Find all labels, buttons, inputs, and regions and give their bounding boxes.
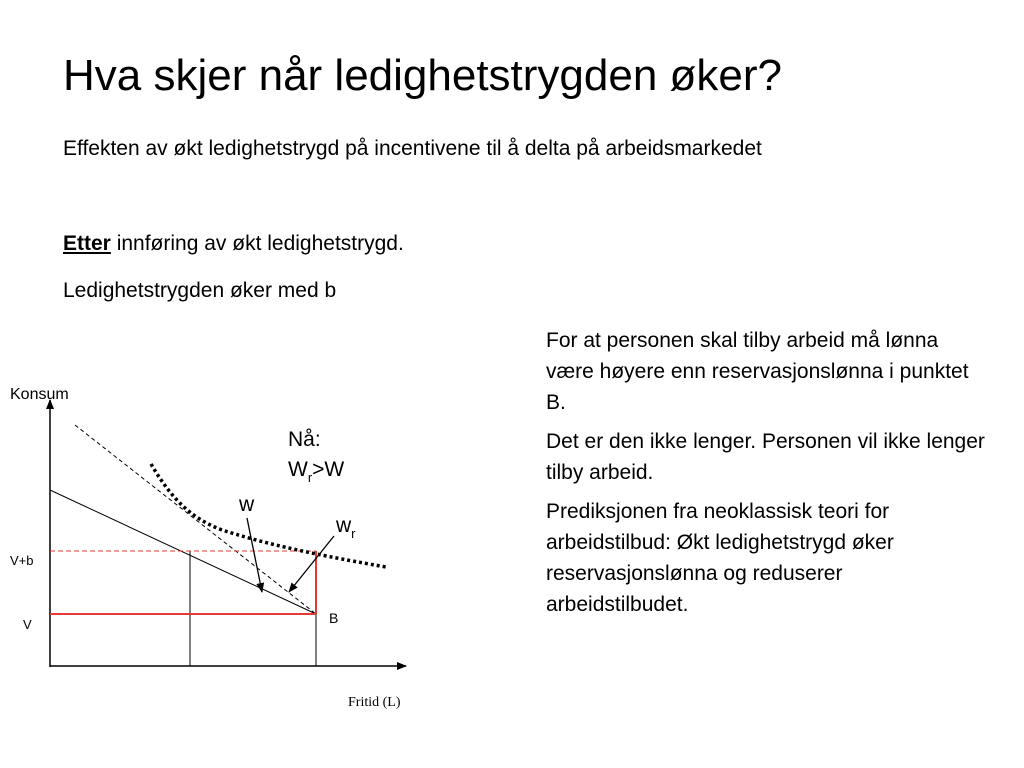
arrow-wr: [289, 536, 334, 592]
slide-subtitle: Effekten av økt ledighetstrygd på incentivene til å delta på arbeidsmarkedet: [63, 137, 762, 160]
point-b-label: B: [329, 610, 339, 626]
slide-title: Hva skjer når ledighetstrygden øker?: [63, 51, 782, 100]
after-intro-text: innføring av økt ledighetstrygd.: [110, 232, 404, 255]
benefit-line: Ledighetstrygden øker med b: [63, 279, 337, 302]
explanation-paragraph-2: Det er den ikke lenger. Personen vil ikke lenger tilby arbeid.: [546, 430, 985, 484]
label-wr: $w_r$: [336, 514, 356, 541]
tick-v: V: [23, 617, 32, 632]
annotation-wr-gt-w: $W_r>W$: [288, 458, 345, 485]
label-w: w: [239, 493, 255, 516]
arrow-w: [247, 518, 262, 592]
budget-line: [50, 490, 316, 614]
explanation-paragraph-3: Prediksjonen fra neoklassisk teori for arbeidstilbud: Økt ledighetstrygd øker reservasjonslønna og reduserer arbeidstilbudet.: [546, 500, 894, 616]
reservation-wage-dashed-line: [75, 425, 316, 614]
etter-emphasis: Etter: [63, 232, 111, 255]
explanation-paragraph-1: For at personen skal tilby arbeid må lønna være høyere enn reservasjonslønna i punktet B.: [546, 329, 969, 414]
annotation-now: Nå:: [288, 428, 321, 451]
y-axis-label: Konsum: [10, 386, 69, 403]
x-axis-label: Fritid (L): [348, 695, 401, 710]
tick-v-plus-b: V+b: [10, 553, 34, 568]
